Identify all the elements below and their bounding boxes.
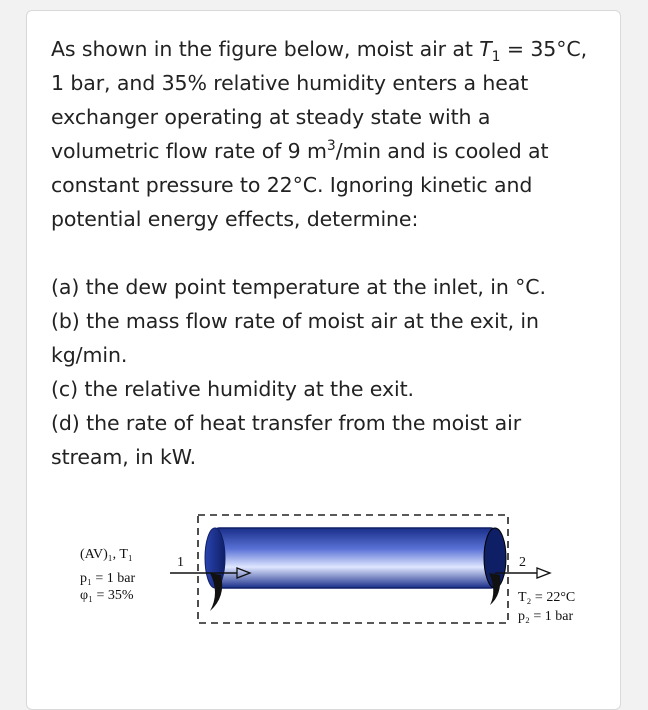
inlet-label-pressure: p₁ = 1 bar (80, 571, 136, 586)
heat-exchanger-figure (50, 513, 610, 653)
intro-text-3: /min and is cooled at constant pressure to 22°C. Ignoring kinetic and potential energy effects, determine: (51, 139, 549, 231)
cubic-superscript: 3 (326, 138, 336, 155)
inlet-label-flow: (AV)₁, T₁ (80, 547, 133, 562)
problem-intro (51, 32, 591, 236)
intro-text-1: As shown in the figure below, moist air at (51, 37, 480, 61)
paragraph-gap (51, 236, 591, 270)
problem-statement (51, 32, 591, 474)
intro-text-2: = 35°C, 1 bar, and 35% relative humidity enters a heat exchanger operating at steady state with a volumetric flow rate of 9 m (51, 37, 588, 163)
state-1-number: 1 (177, 555, 184, 570)
tube-body (215, 528, 495, 588)
part-a: (a) the dew point temperature at the inlet, in °C. (51, 275, 546, 299)
outlet-label-pressure: p₂ = 1 bar (518, 609, 574, 624)
t1-symbol: T (479, 37, 492, 61)
t1-subscript: 1 (491, 49, 501, 66)
part-b: (b) the mass flow rate of moist air at the exit, in kg/min. (51, 309, 539, 367)
state-2-number: 2 (519, 555, 526, 570)
outlet-arrow-icon (537, 568, 550, 578)
part-d: (d) the rate of heat transfer from the moist air stream, in kW. (51, 411, 522, 469)
outlet-label-temperature: T₂ = 22°C (518, 590, 576, 605)
inlet-label-humidity: φ₁ = 35% (80, 588, 134, 603)
part-c: (c) the relative humidity at the exit. (51, 377, 414, 401)
